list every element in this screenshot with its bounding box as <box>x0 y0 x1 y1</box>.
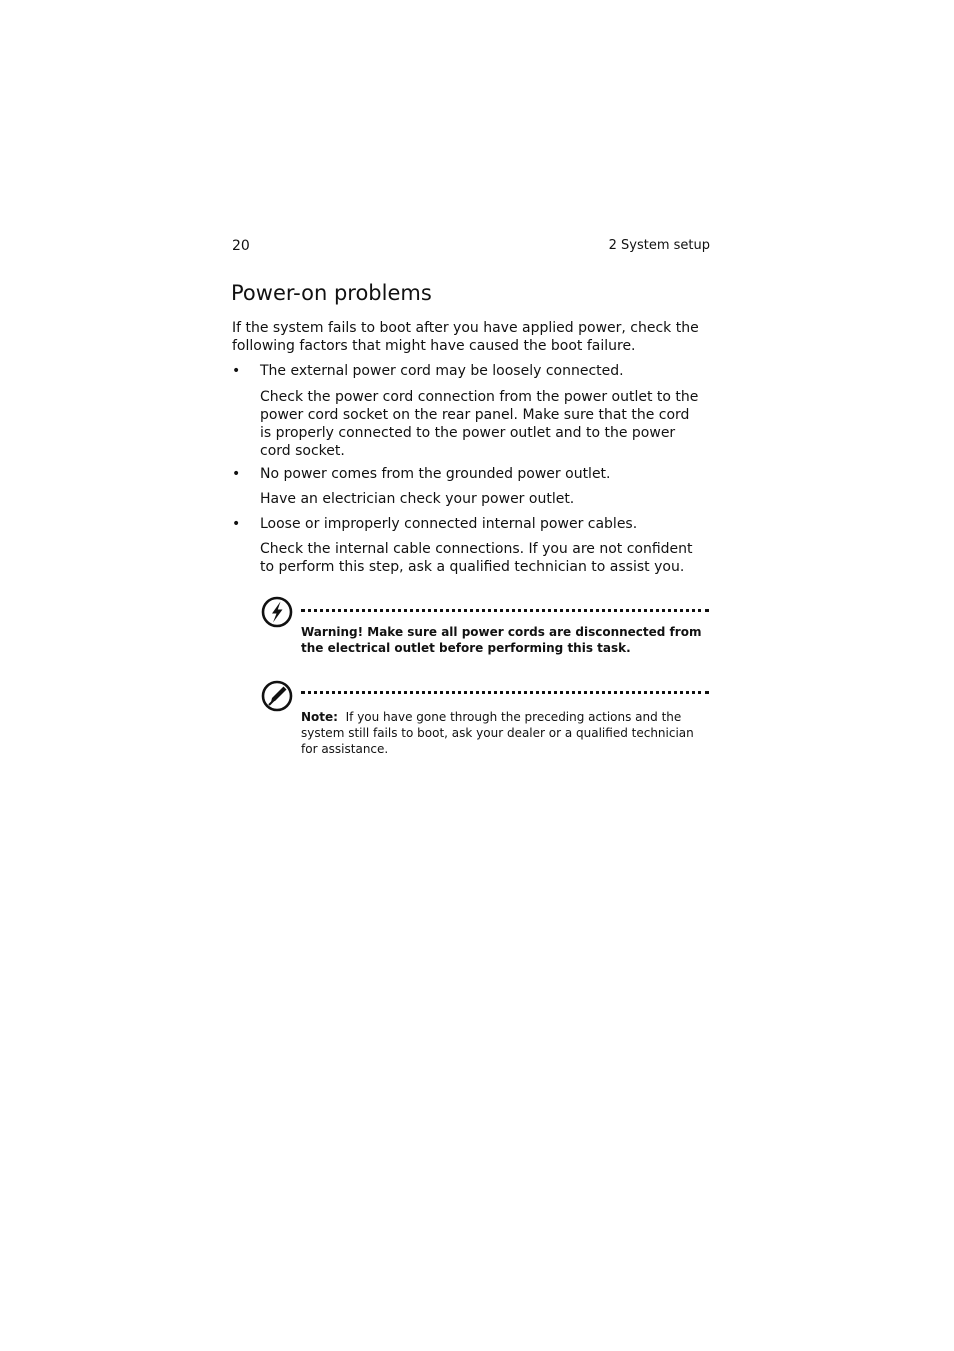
note-divider <box>301 691 709 694</box>
list-item-detail: Check the power cord connection from the power outlet to the power cord socket on the rear panel. Make sure that the cord is properly connected to the power outlet and to the power cord socket. <box>260 389 699 459</box>
note-block <box>301 709 711 757</box>
list-item-label: The external power cord may be loosely connected. <box>260 363 624 379</box>
list-item-label: No power comes from the grounded power outlet. <box>260 466 611 482</box>
chapter-header: 2 System setup <box>608 238 710 253</box>
note-label: Note: <box>301 710 338 724</box>
list-item-detail: Check the internal cable connections. If you are not confident to perform this step, ask a qualified technician to assist you. <box>260 541 693 575</box>
bullet-icon: • <box>232 363 241 379</box>
warning-text: Warning! Make sure all power cords are disconnected from the electrical outlet before performing this task. <box>301 625 702 655</box>
warning-lightning-icon <box>261 596 293 628</box>
list-item-detail: Have an electrician check your power outlet. <box>260 491 575 507</box>
page-title: Power-on problems <box>231 281 432 305</box>
bullet-icon: • <box>232 516 241 532</box>
list-item-label: Loose or improperly connected internal power cables. <box>260 516 638 532</box>
page-number: 20 <box>232 238 250 254</box>
note-text: If you have gone through the preceding actions and the system still fails to boot, ask your dealer or a qualified technician for assistance. <box>301 710 694 756</box>
bullet-icon: • <box>232 466 241 482</box>
warning-divider <box>301 609 709 612</box>
note-pen-icon <box>261 680 293 712</box>
intro-paragraph: If the system fails to boot after you have applied power, check the following factors that might have caused the boot failure. <box>232 320 699 354</box>
